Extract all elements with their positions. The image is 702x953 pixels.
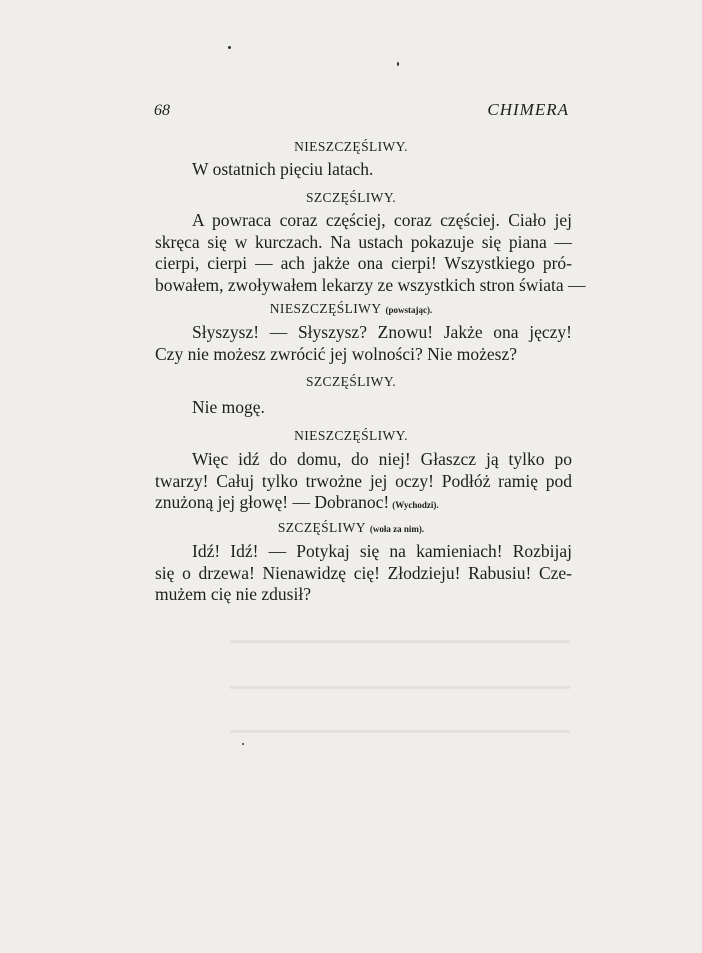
speech-line: Słyszysz! — Słyszysz? Znowu! Jakże ona jęczy! — [192, 322, 572, 342]
speech-line: znużoną jej głowę! — Dobranoc! (Wychodzi). — [155, 492, 439, 512]
speech-line: W ostatnich pięciu latach. — [192, 159, 374, 179]
ink-speck — [242, 743, 244, 745]
speech-block — [155, 210, 586, 296]
stage-direction: (powstając). — [385, 305, 433, 315]
ink-speck — [397, 62, 399, 66]
stage-direction: (Wychodzi). — [392, 500, 439, 510]
speech-block — [155, 541, 572, 606]
speech-line: cierpi, cierpi — ach jakże ona cierpi! Wszystkiego pró- — [155, 253, 572, 273]
speech-block — [155, 159, 572, 181]
speaker-heading: SZCZĘŚLIWY (woła za nim). — [277, 520, 425, 535]
speech-line: mużem cię nie zdusił? — [155, 584, 311, 604]
bleed-through — [230, 640, 570, 643]
speech-block — [155, 449, 572, 517]
speech-line: A powraca coraz częściej, coraz częściej. Ciało jej — [192, 210, 572, 230]
page-number: 68 — [154, 102, 170, 119]
speech-line: się o drzewa! Nienawidzę cię! Złodzieju! Rabusiu! Cze- — [155, 562, 572, 583]
speaker-heading: NIESZCZĘŚLIWY (powstając). — [269, 301, 433, 316]
speech-line: Nie mogę. — [192, 397, 265, 417]
speaker-heading: SZCZĘŚLIWY. — [305, 190, 397, 205]
speaker-heading: SZCZĘŚLIWY. — [305, 374, 397, 389]
speech-line: Idź! Idź! — Potykaj się na kamieniach! Rozbijaj — [192, 541, 572, 561]
bleed-through — [230, 730, 570, 733]
speaker-heading: NIESZCZĘŚLIWY. — [294, 139, 408, 154]
running-title: CHIMERA — [487, 100, 569, 119]
speaker-heading: NIESZCZĘŚLIWY. — [294, 428, 408, 443]
speech-line: skręca się w kurczach. Na ustach pokazuje się piana — — [155, 231, 572, 252]
ink-speck — [228, 46, 231, 49]
speech-block — [155, 397, 572, 419]
speech-line: twarzy! Całuj tylko trwożne jej oczy! Podłóż ramię pod — [155, 470, 572, 491]
speech-line: Więc idź do domu, do niej! Głaszcz ją tylko po — [192, 449, 572, 469]
stage-direction: (woła za nim). — [369, 524, 425, 534]
speech-line: bowałem, zwoływałem lekarzy ze wszystkich stron świata — — [155, 274, 586, 295]
speech-block — [155, 322, 572, 365]
speech-line: Czy nie możesz zwrócić jej wolności? Nie możesz? — [155, 343, 518, 364]
bleed-through — [230, 686, 570, 689]
